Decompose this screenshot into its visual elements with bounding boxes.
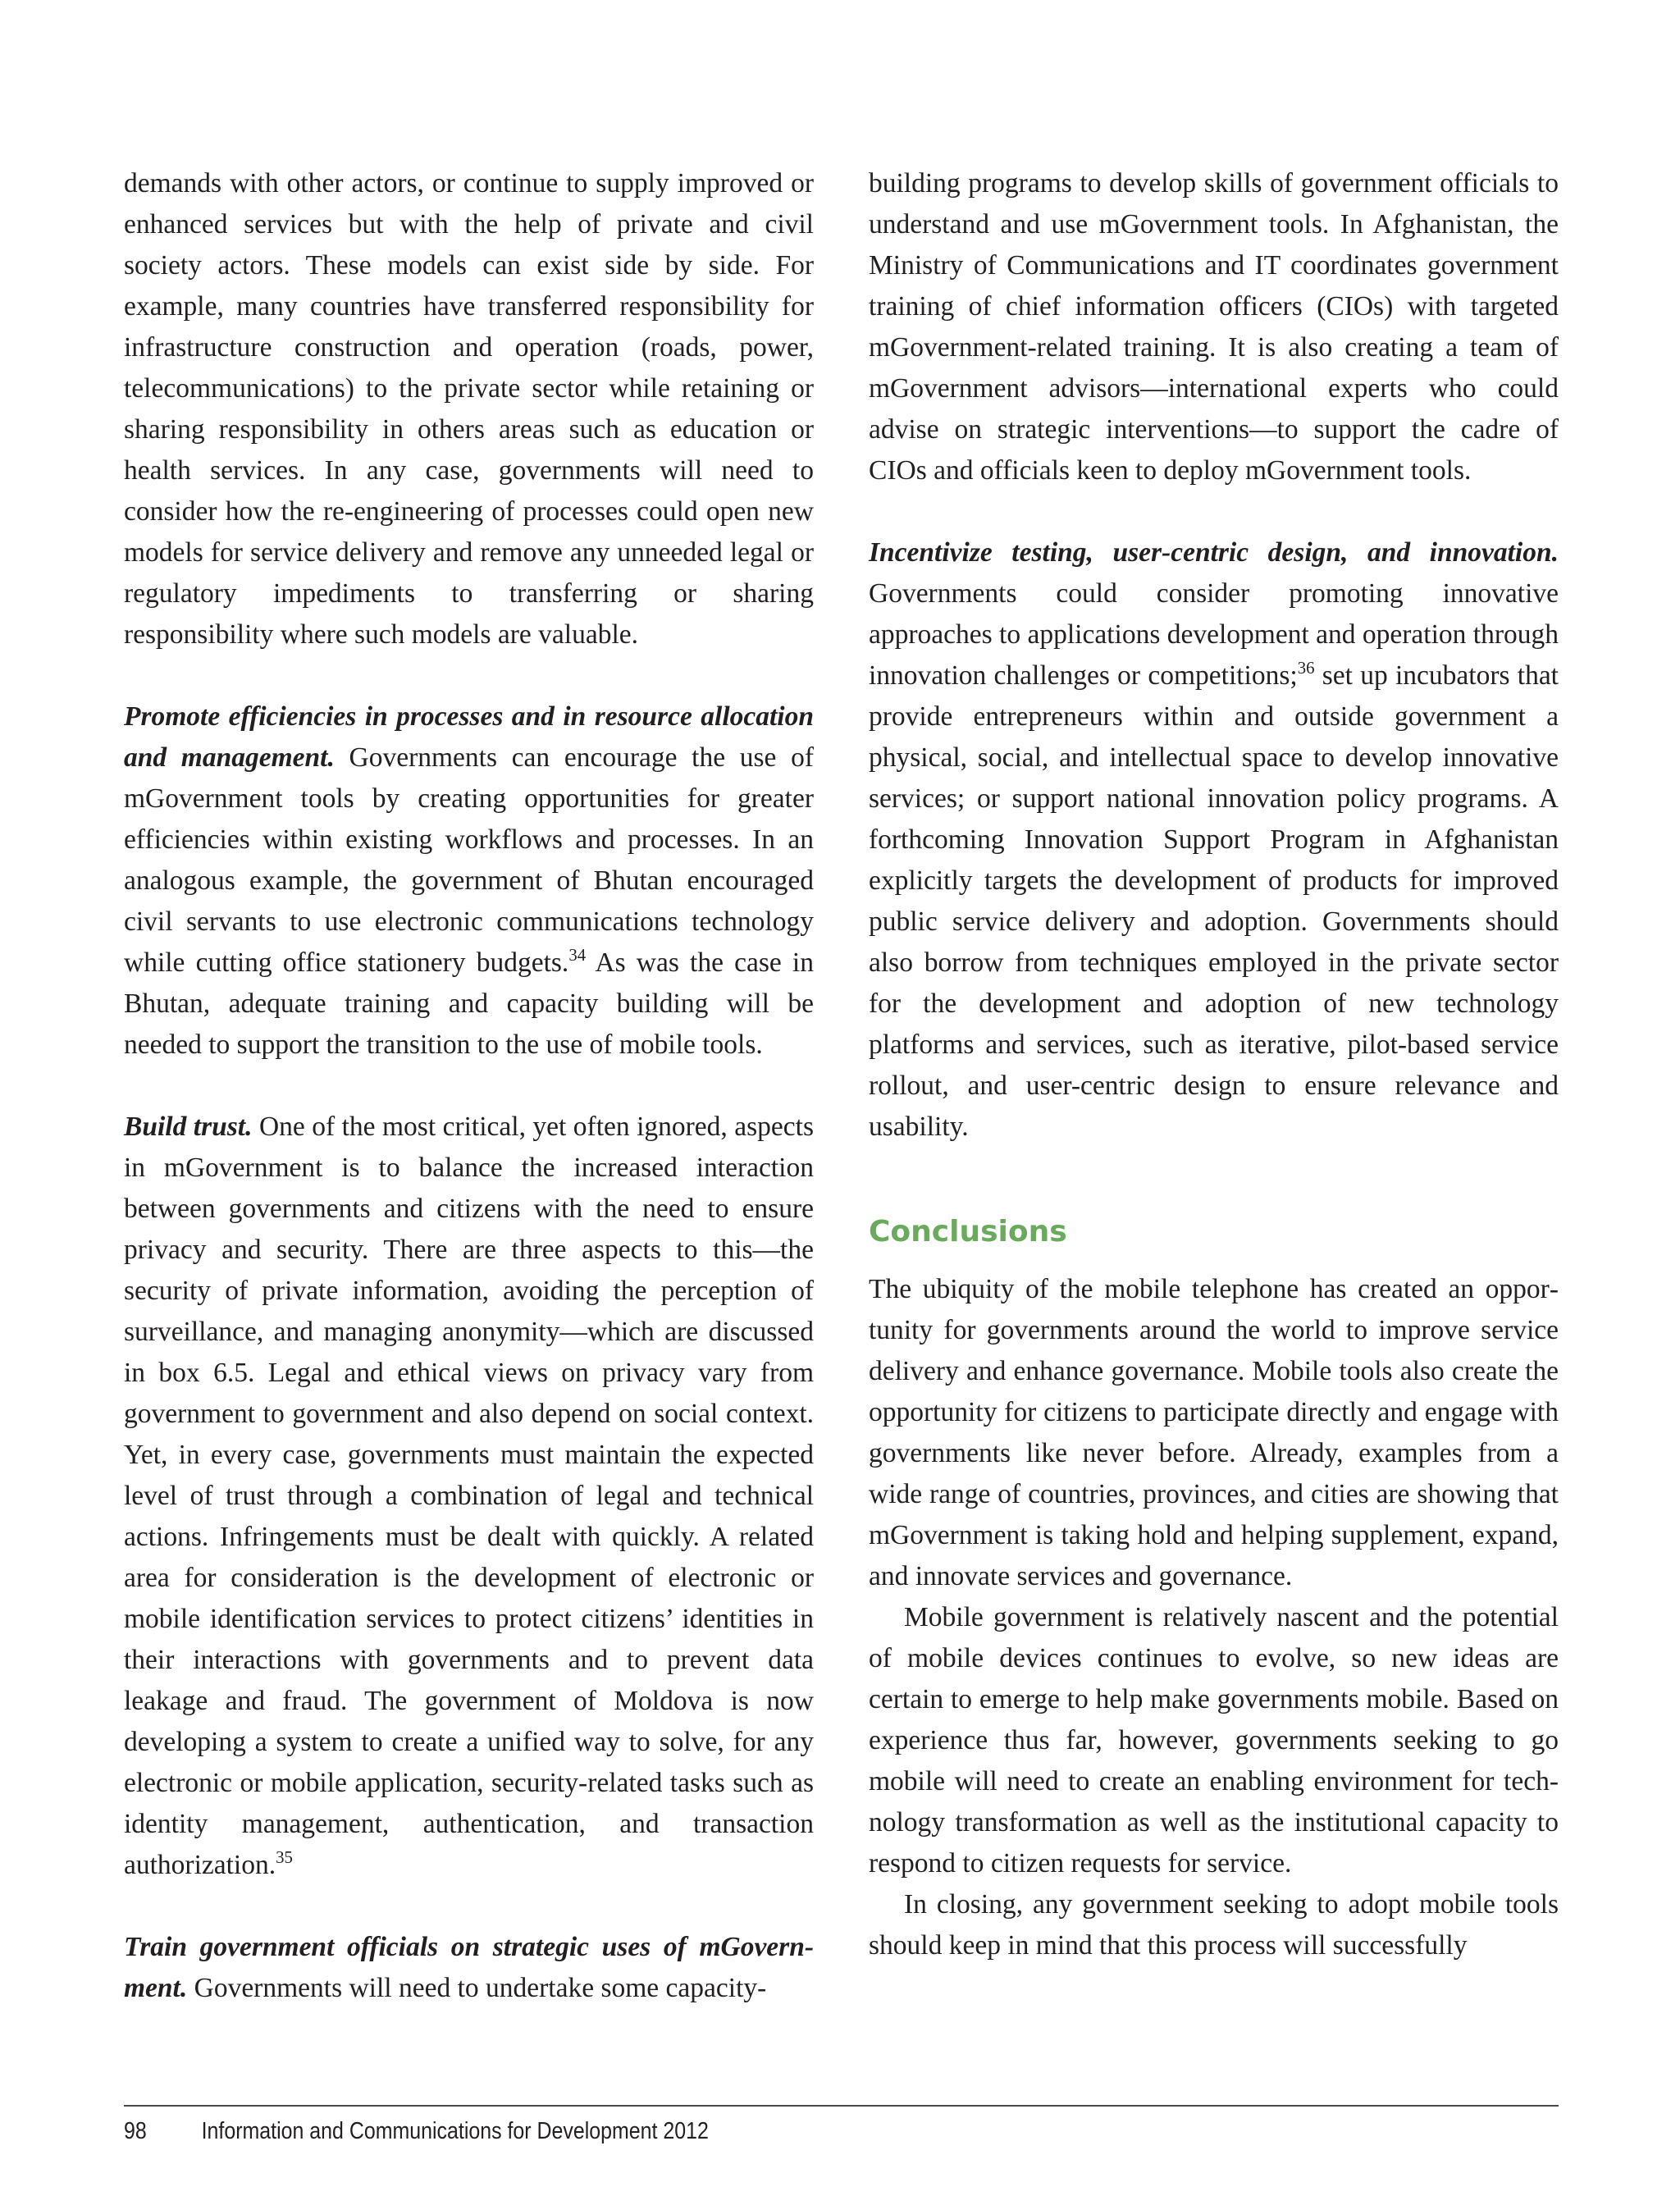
section-heading-conclusions: Conclusions: [869, 1215, 1067, 1249]
paragraph-text: One of the most critical, yet often ignored, aspects in mGovernment is to balance the increased interaction between governments and citizens with the need to ensure privacy and security. There are three aspects to this—the security of private information, avoiding the perception of surveillance, and managing anonymity—which are discussed in box 6.5. Legal and ethical views on privacy vary from government to government and also depend on social context. Yet, in every case, governments must maintain the expected level of trust through a combination of legal and technical actions. Infringements must be dealt with quickly. A related area for consideration is the development of electronic or mobile identification services to protect citizens’ identities in their interactions with governments and to prevent data leakage and fraud. The government of Moldova is now developing a system to create a unified way to solve, for any electronic or mobile application, security-related tasks such as identity management, authentication, and transaction authorization.: [124, 1112, 814, 1880]
run-in-heading: Build trust.: [124, 1112, 253, 1142]
paragraph-conclusions-3: In closing, any government seeking to adopt mobile tools should keep in mind that this process will successfully: [869, 1889, 1559, 1961]
paragraph-text: Governments could consider promoting innovative approaches to applications development and operation through innovation challenges or competitions;: [869, 578, 1559, 691]
paragraph-train-officials: [124, 1927, 814, 2009]
run-in-heading: Incentivize testing, user-centric design, and innovation.: [869, 537, 1559, 568]
paragraph-build-trust: [124, 1107, 814, 1886]
paragraph-incentivize-testing: [869, 532, 1559, 1148]
page-number: 98: [124, 2118, 147, 2144]
paragraph-promote-efficiencies: [124, 696, 814, 1066]
publication-title: Information and Communications for Development 2012: [201, 2118, 709, 2144]
paragraph-text: As was the case in Bhutan, adequate training and capacity building will be needed to support the transition to the use of mobile tools.: [124, 947, 814, 1060]
right-column: [869, 163, 1559, 1966]
footer-divider: [124, 2105, 1559, 2107]
left-column: [124, 163, 814, 2009]
run-in-heading: Train government officials on strategic uses of mGovernment.: [124, 1932, 814, 2003]
paragraph-text: set up incubators that provide entrepreneurs within and outside government a physical, social, and intellectual space to develop innovative services; or support national innovation policy programs. A forthcoming Innovation Support Program in Afghanistan explicitly targets the development of products for improved public service delivery and adoption. Governments should also borrow from techniques employed in the private sector for the development and adoption of new technology platforms and services, such as iterative, pilot-based service rollout, and user-centric design to ensure relevance and usability.: [869, 660, 1559, 1142]
footnote-ref: 34: [568, 946, 587, 966]
paragraph-capacity-building: building programs to develop skills of government officials to understand and use mGovernment tools. In Afghanistan, the Ministry of Communications and IT coordinates government training of chief information officers (CIOs) with targeted mGovernment-related training. It is also creating a team of mGovernment advisors—international experts who could advise on strategic interventions—to support the cadre of CIOs and officials keen to deploy mGovernment tools.: [869, 168, 1559, 486]
page-footer: [124, 2115, 709, 2148]
paragraph-conclusions-1: The ubiquity of the mobile telephone has created an opportunity for governments around the world to improve service delivery and enhance governance. Mobile tools also create the opportunity for citizens to participate directly and engage with governments like never before. Already, examples from a wide range of countries, provinces, and cities are showing that mGovernment is taking hold and helping supplement, expand, and innovate services and governance.: [869, 1274, 1559, 1591]
paragraph-conclusions-2: Mobile government is relatively nascent and the potential of mobile devices continues to evolve, so new ideas are certain to emerge to help make governments mobile. Based on experience thus far, however, governments seeking to go mobile will need to create an enabling environment for technology transformation as well as the institutional capacity to respond to citizen requests for service.: [869, 1602, 1559, 1879]
paragraph-text: Governments can encourage the use of mGovernment tools by creating opportunities for greater efficiencies within existing workflows and processes. In an analogous example, the government of Bhutan encouraged civil servants to use electronic communications technology while cutting office stationery budgets.: [124, 742, 814, 978]
paragraph-service-models: demands with other actors, or continue to supply improved or enhanced services but with the help of private and civil society actors. These models can exist side by side. For example, many countries have transferred responsibility for infrastructure construction and operation (roads, power, telecommunications) to the private sector while retaining or sharing responsibility in others areas such as education or health services. In any case, governments will need to consider how the re-engineering of processes could open new models for service delivery and remove any unneeded legal or regulatory impediments to transferring or sharing responsibility where such models are valuable.: [124, 168, 814, 650]
paragraph-text: Governments will need to undertake some capacity-: [187, 1973, 767, 2003]
footnote-ref: 35: [276, 1848, 293, 1868]
footnote-ref: 36: [1297, 659, 1315, 678]
run-in-heading: Promote efficiencies in processes and in resource allocation and management.: [124, 701, 814, 773]
